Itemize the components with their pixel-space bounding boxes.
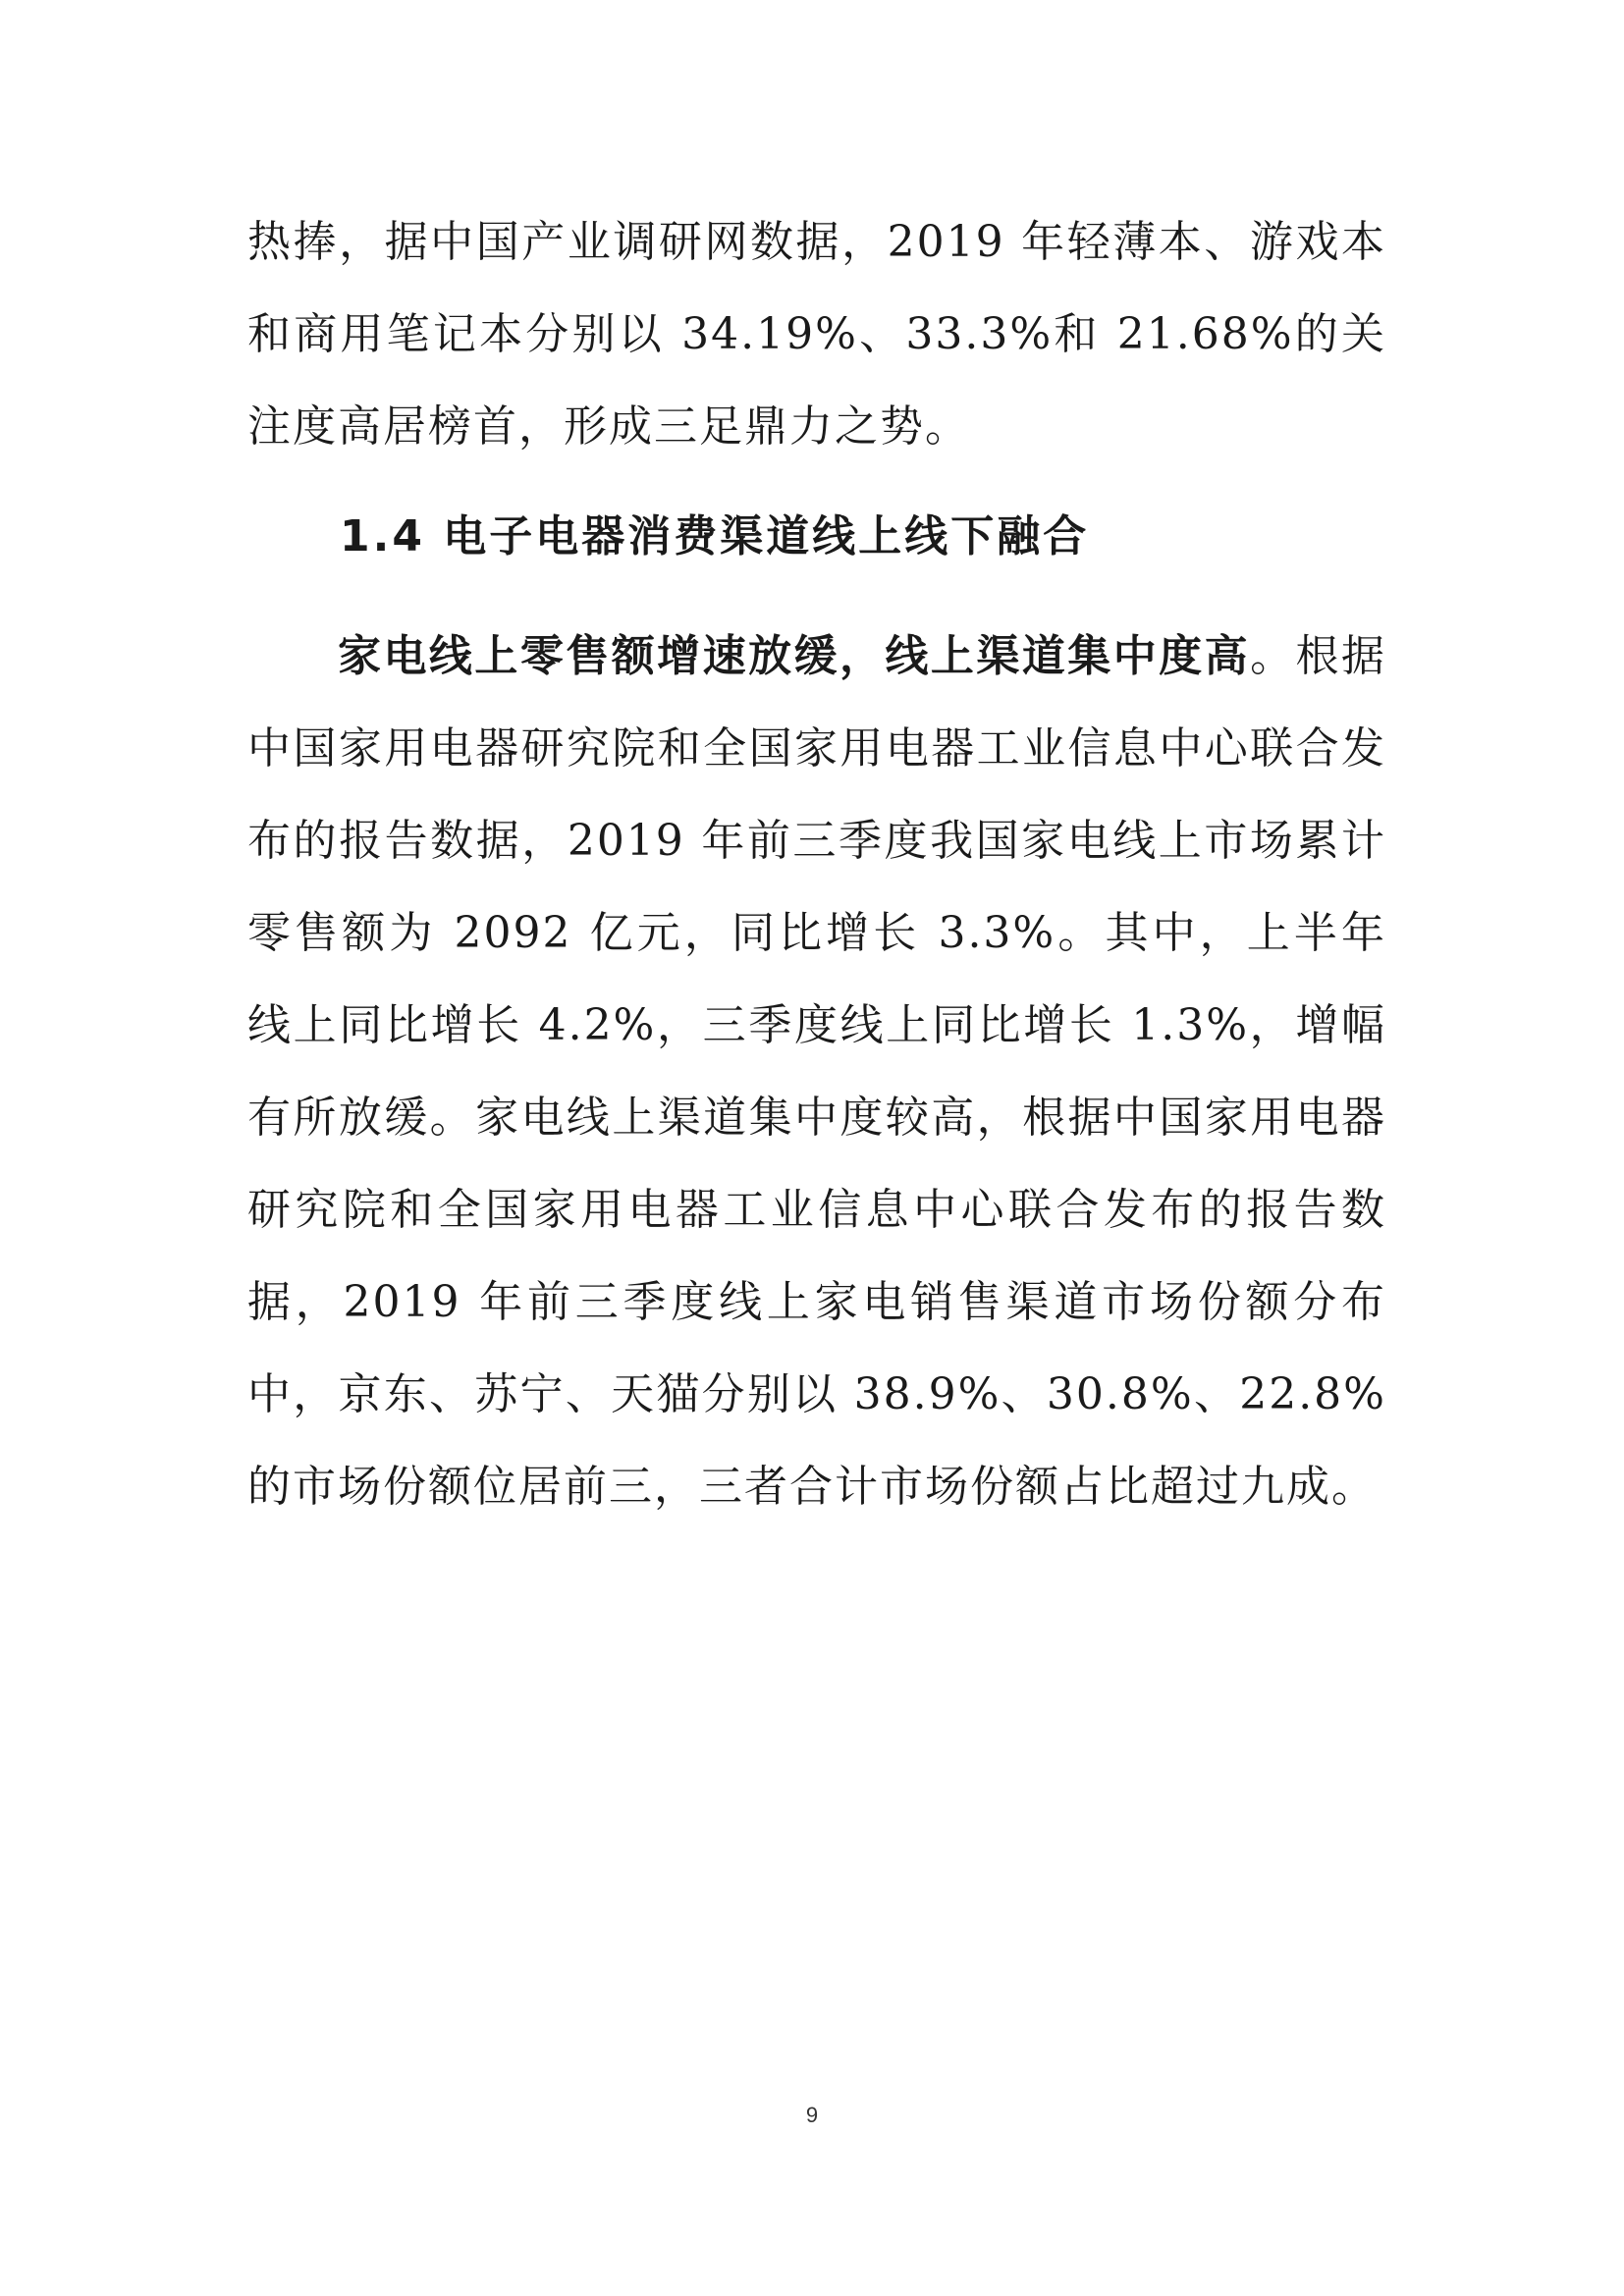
page-number: 9 bbox=[805, 2103, 819, 2127]
paragraph-body-text: 。根据中国家用电器研究院和全国家用电器工业信息中心联合发布的报告数据，2019 年前三季度我国家电线上市场累计零售额为 2092 亿元，同比增长 3.3%。其中，上半年线上同比增长 4.2%，三季度线上同比增长 1.3%，增幅有所放缓。家电线上渠道集中度较高，根据中国家用电器研究院和全国家用电器工业信息中心联合发布的报告数据，2019 年前三季度线上家电销售渠道市场份额分布中，京东、苏宁、天猫分别以 38.9%、30.8%、22.8%的市场份额位居前三，三者合计市场份额占比超过九成。 bbox=[247, 631, 1387, 1512]
body-paragraph bbox=[247, 611, 1386, 1533]
continued-paragraph: 热捧，据中国产业调研网数据，2019 年轻薄本、游戏本和商用笔记本分别以 34.19%、33.3%和 21.68%的关注度高居榜首，形成三足鼎力之势。 bbox=[247, 217, 1386, 452]
section-heading: 1.4 电子电器消费渠道线上线下融合 bbox=[340, 511, 1090, 561]
paragraph-lead-sentence: 家电线上零售额增速放缓，线上渠道集中度高 bbox=[338, 631, 1251, 681]
